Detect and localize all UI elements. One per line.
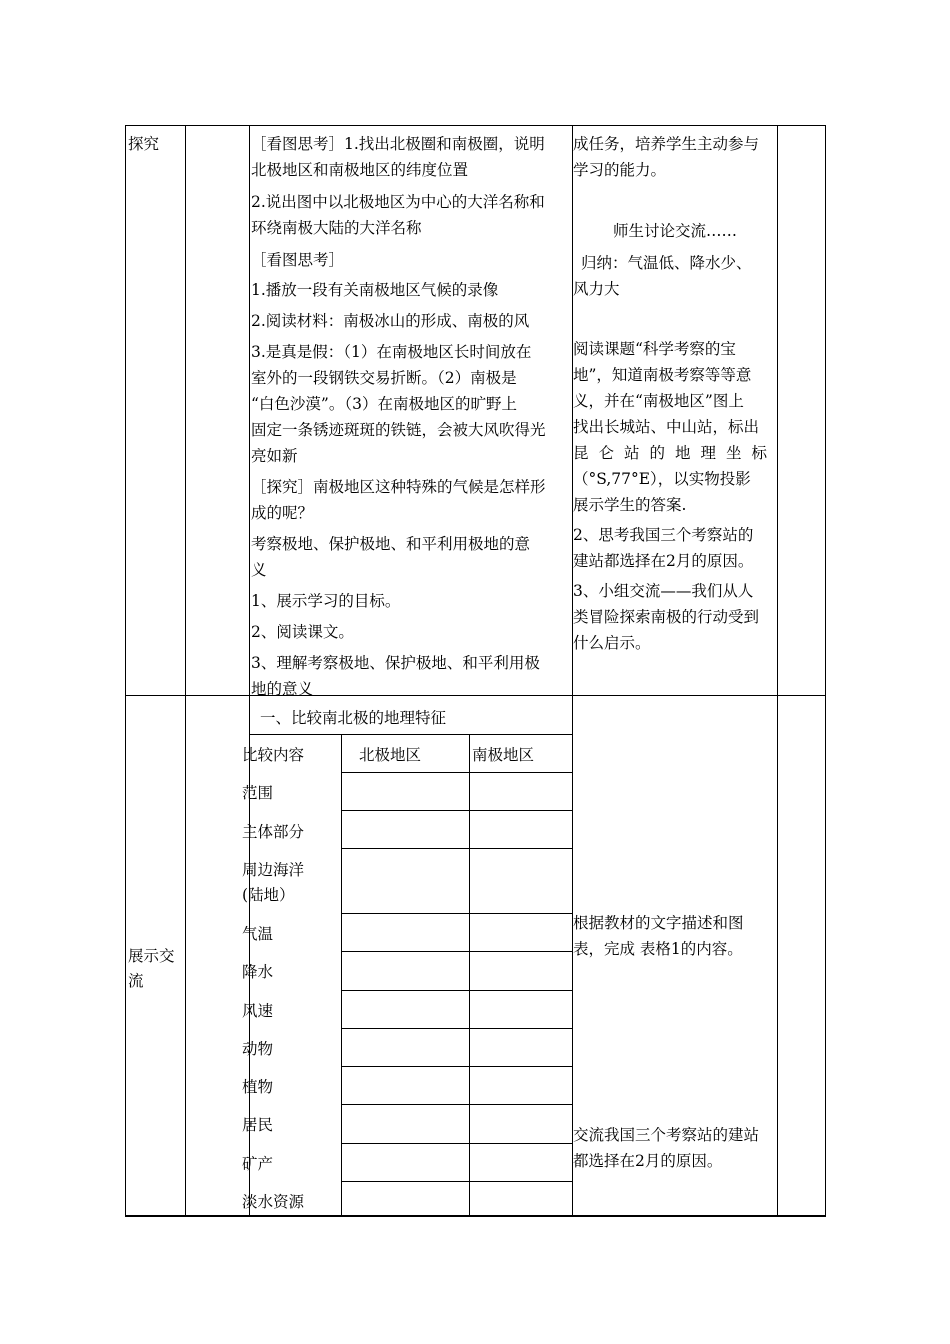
row2-student-text-2 <box>573 1122 777 1174</box>
text-line: 建站都选择在2月的原因。 <box>573 552 754 570</box>
text-line: 成任务，培养学生主动参与 <box>573 135 760 153</box>
text-line: 根据教材的文字描述和图 <box>573 914 744 932</box>
text-line: 类冒险探索南极的行动受到 <box>573 608 760 626</box>
text-line: 室外的一段钢铁交易折断。（2）南极是 <box>251 369 517 387</box>
table-row-label: 范围 <box>242 784 274 802</box>
table-row-divider <box>341 772 572 773</box>
text-line: 亮如新 <box>251 447 298 465</box>
table-row-divider <box>341 848 572 849</box>
text-line <box>573 302 777 336</box>
text-line: 3.是真是假：（1）在南极地区长时间放在 <box>251 343 532 361</box>
text-line: 地的意义 <box>251 680 314 698</box>
table-header-content: 比较内容 <box>242 746 305 764</box>
text-line: 归纳：气温低、降水少、 <box>581 254 752 272</box>
text-line: 1.播放一段有关南极地区气候的录像 <box>251 281 499 299</box>
text-line: ［看图思考］1.找出北极圈和南极圈，说明 <box>251 135 545 153</box>
section-title: 一、比较南北极的地理特征 <box>260 709 447 727</box>
frame-top <box>125 125 826 126</box>
text-line: 北极地区和南极地区的纬度位置 <box>251 161 469 179</box>
text-line: 昆仑站的地理坐标 <box>573 444 778 462</box>
frame-right <box>825 125 826 1217</box>
table-row-label: 居民 <box>242 1116 274 1134</box>
col-divider-4 <box>777 125 778 1217</box>
text-line: 表，完成 表格1的内容。 <box>573 940 743 958</box>
row1-label: 探究 <box>128 135 160 153</box>
row1-activity-text <box>251 131 571 702</box>
text-line: 阅读课题“科学考察的宝 <box>573 340 736 358</box>
table-row-label: 矿产 <box>242 1155 274 1173</box>
text-line: 师生讨论交流…… <box>613 222 738 240</box>
text-line: 什么启示。 <box>573 634 651 652</box>
table-row-divider <box>341 1066 572 1067</box>
text-line <box>573 183 777 218</box>
text-line: 1、展示学习的目标。 <box>251 592 401 610</box>
table-row-label: 气温 <box>242 925 274 943</box>
text-line: 3、理解考察极地、保护极地、和平利用极 <box>251 654 540 672</box>
row2-label-line2: 流 <box>128 972 144 990</box>
text-line: 地”，知道南极考察等等意 <box>573 366 752 384</box>
text-line: 3、小组交流——我们从人 <box>573 582 754 600</box>
table-row-divider <box>341 990 572 991</box>
row1-student-text <box>573 131 777 656</box>
text-line: 考察极地、保护极地、和平利用极地的意 <box>251 535 531 553</box>
table-row-label: 动物 <box>242 1040 274 1058</box>
text-line: 交流我国三个考察站的建站 <box>573 1126 760 1144</box>
table-row-divider <box>341 1143 572 1144</box>
text-line: 义 <box>251 561 267 579</box>
table-row-divider <box>341 1181 572 1182</box>
text-line: 2、阅读课文。 <box>251 623 354 641</box>
text-line: 风力大 <box>573 280 620 298</box>
text-line: 2.说出图中以北极地区为中心的大洋名称和 <box>251 193 545 211</box>
text-line: 成的呢？ <box>251 504 314 522</box>
table-row-divider <box>341 951 572 952</box>
table-row-label: 淡水资源 <box>242 1193 305 1211</box>
text-line: 环绕南极大陆的大洋名称 <box>251 219 422 237</box>
text-line: ［探究］南极地区这种特殊的气候是怎样形 <box>251 478 546 496</box>
text-line: 2.阅读材料：南极冰山的形成、南极的风 <box>251 312 530 330</box>
table-row-label-extra: (陆地） <box>242 886 295 904</box>
table-top <box>249 734 572 735</box>
text-line: 展示学生的答案. <box>573 496 687 514</box>
text-line: 2、思考我国三个考察站的 <box>573 526 754 544</box>
frame-bottom <box>125 1215 826 1217</box>
text-line: 都选择在2月的原因。 <box>573 1152 723 1170</box>
table-header-north: 北极地区 <box>359 746 422 764</box>
table-row-label: 植物 <box>242 1078 274 1096</box>
table-row-label: 风速 <box>242 1002 274 1020</box>
col-divider-1 <box>185 125 186 1217</box>
text-line: 找出长城站、中山站，标出 <box>573 418 760 436</box>
row2-student-text-1 <box>573 910 777 962</box>
table-row-divider <box>341 913 572 914</box>
text-line: （°S,77°E），以实物投影 <box>573 470 751 488</box>
table-row-divider <box>341 810 572 811</box>
text-line: 义，并在“南极地区”图上 <box>573 392 744 410</box>
text-line: “白色沙漠”。（3）在南极地区的旷野上 <box>251 395 517 413</box>
text-line: 固定一条锈迹斑斑的铁链，会被大风吹得光 <box>251 421 546 439</box>
table-row-divider <box>341 1028 572 1029</box>
table-row-label: 降水 <box>242 963 274 981</box>
table-row-divider <box>341 1104 572 1105</box>
text-line: ［看图思考］ <box>251 251 345 269</box>
text-line: 学习的能力。 <box>573 161 667 179</box>
table-header-south: 南极地区 <box>472 746 535 764</box>
frame-left <box>125 125 126 1217</box>
table-row-label: 周边海洋 <box>242 861 305 879</box>
table-row-label: 主体部分 <box>242 823 305 841</box>
row2-label-line1: 展示交 <box>128 947 175 965</box>
